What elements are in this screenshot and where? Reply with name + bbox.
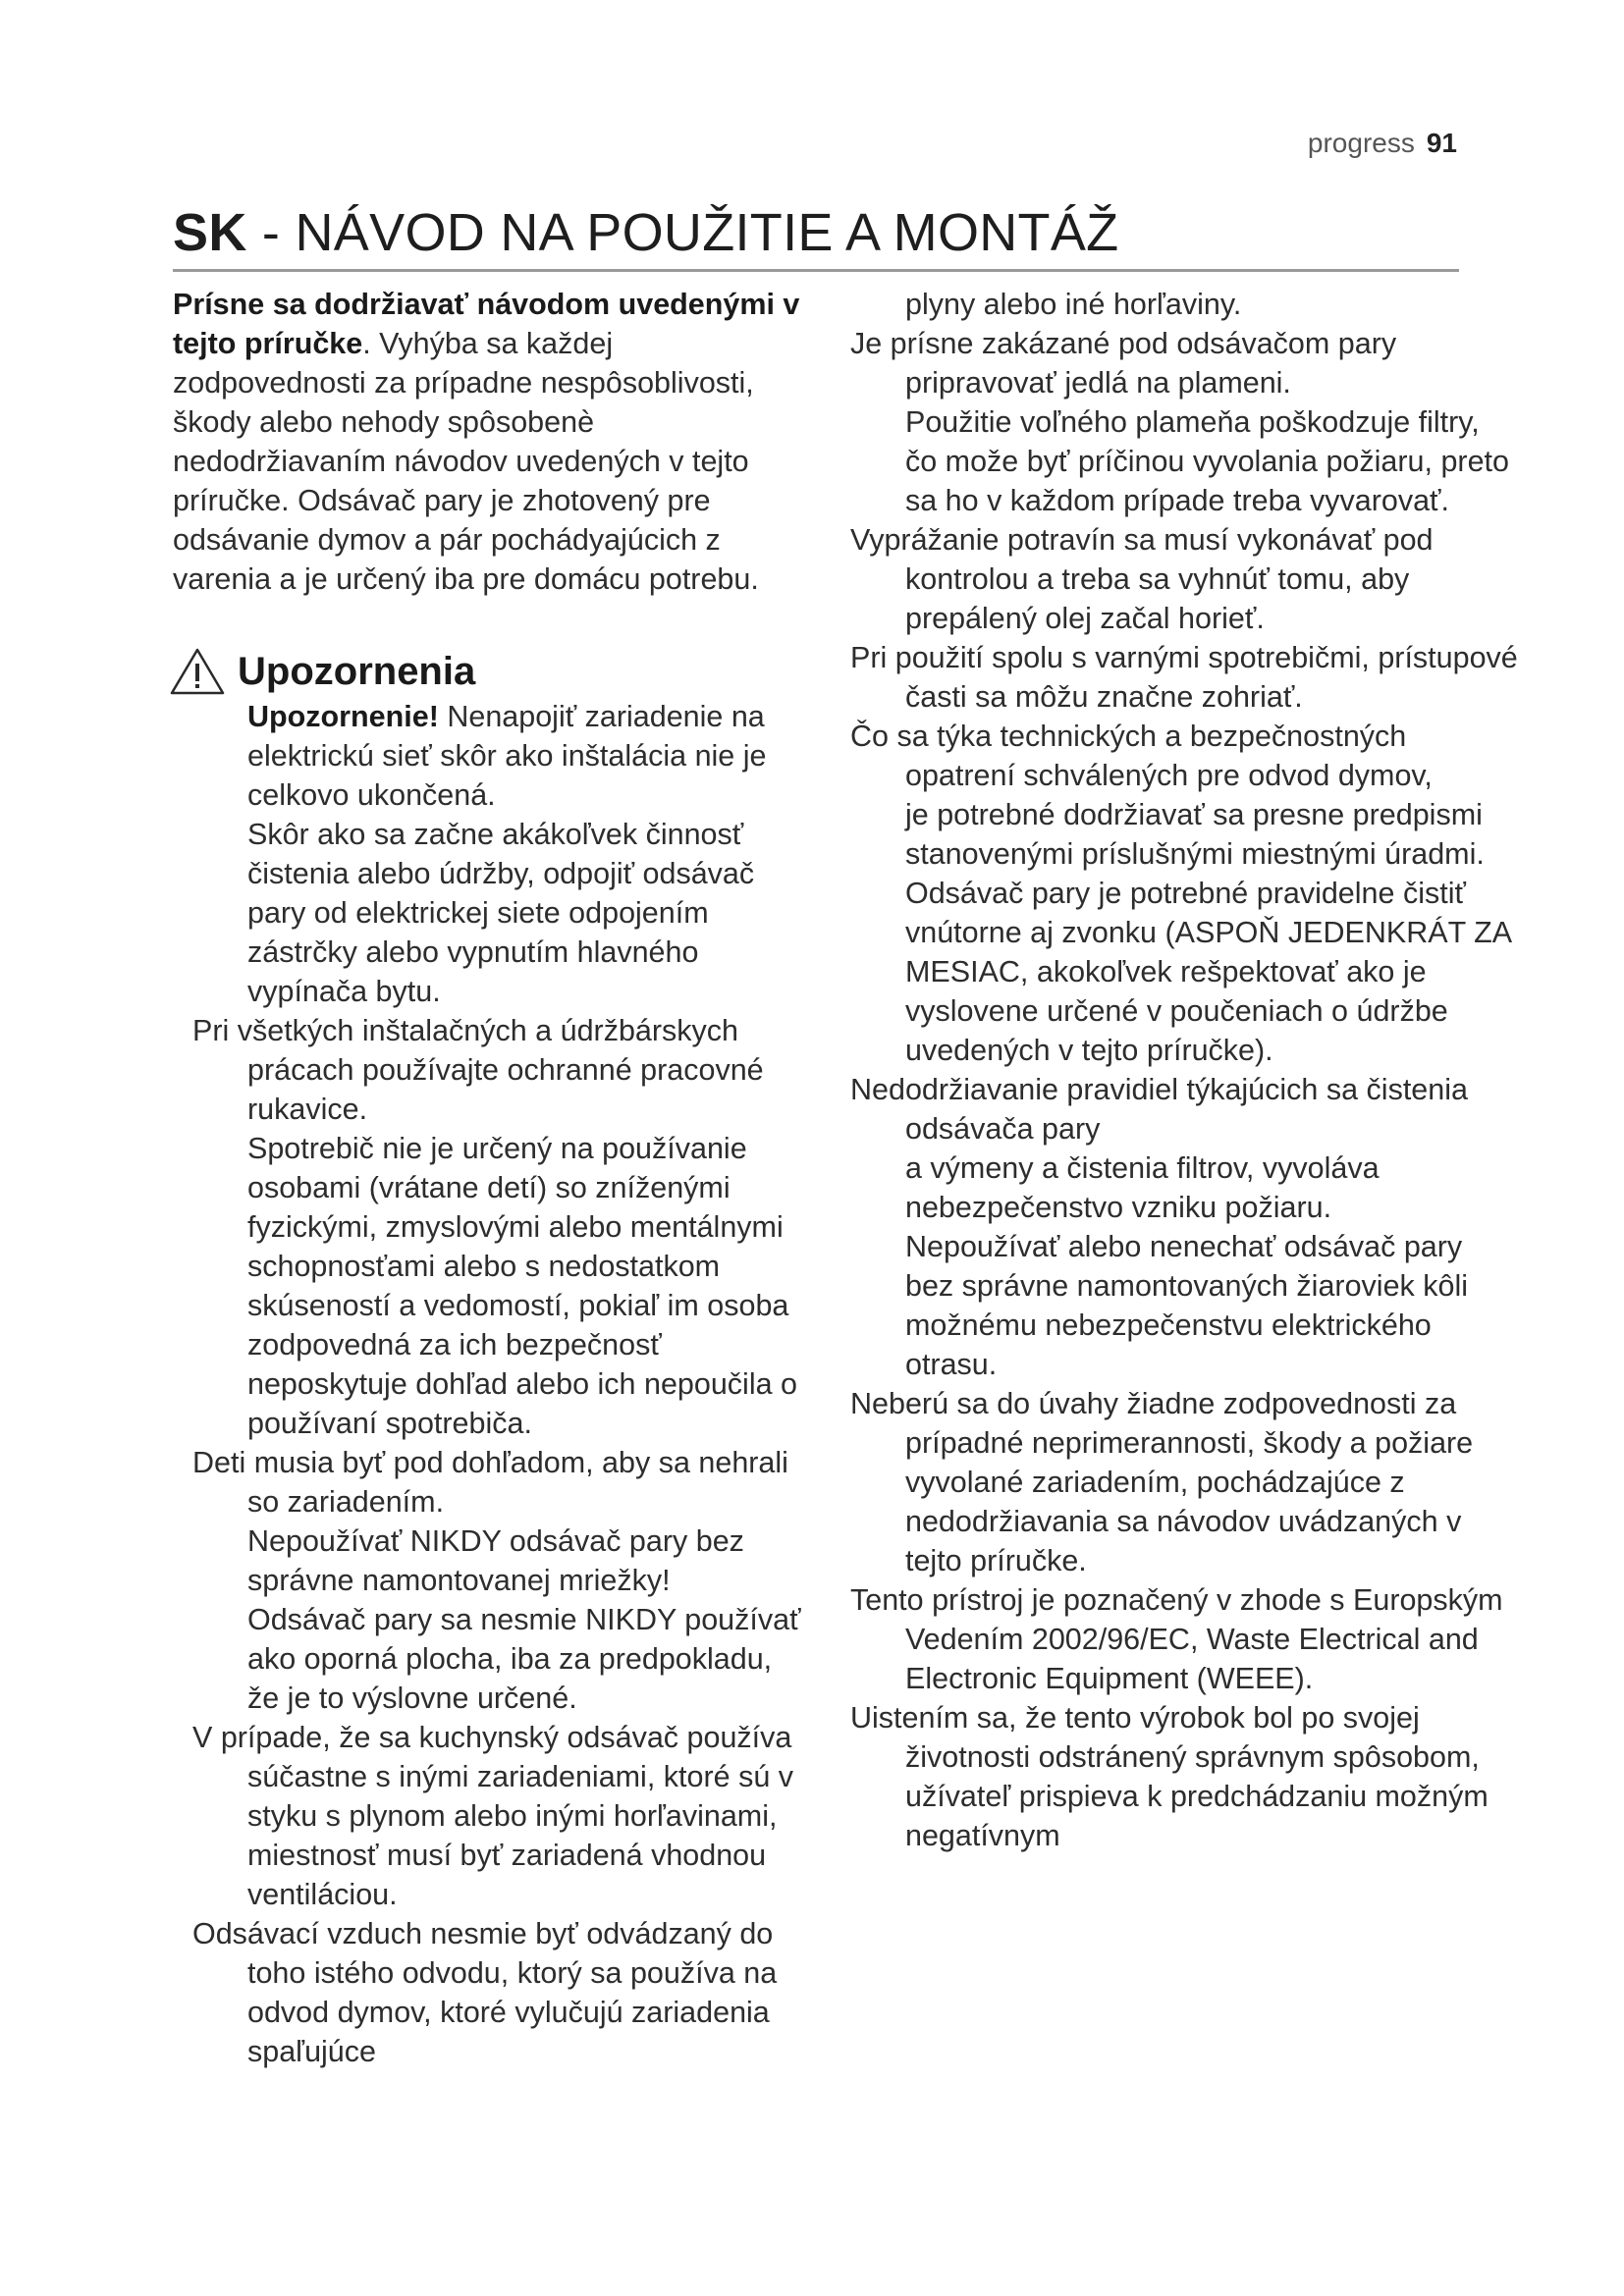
warnings-heading: Upozornenia [238,650,476,693]
warning-item: Skôr ako sa začne akákoľvek činnosť čistenia alebo údržby, odpojiť odsávač pary od elektrickej siete odpojením zástrčky alebo vypnutím hlavného vypínača bytu. [247,818,755,1008]
title-text: - NÁVOD NA POUŽITIE A MONTÁŽ [246,203,1119,262]
warning-item: Nepoužívať alebo nenechať odsávač pary bez správne namontovaných žiaroviek kôli možnému nebezpečenstvu elektrického otrasu. [905,1230,1469,1381]
warning-triangle-icon [169,647,226,696]
warning-item: je potrebné dodržiavať sa presne predpismi stanovenými príslušnými miestnými úradmi. [905,798,1485,871]
warnings-heading-row [169,646,811,697]
warning-item: Nepoužívať NIKDY odsávač pary bez správne namontovanej mriežky! [247,1524,744,1597]
warning-lead-text: Nenapojiť zariadenie na elektrickú sieť skôr ako inštalácia nie je celkovo ukončená. [247,700,767,812]
warning-item: Neberú sa do úvahy žiadne zodpovednosti za prípadné neprimerannosti, škody a požiare vyvolané zariadením, pochádzajúce z nedodržiavania sa návodov uvádzaných v tejto príručke. [850,1387,1474,1577]
warning-item: Pri všetkých inštalačných a údržbárskych prácach používajte ochranné pracovné rukavice. [192,1014,764,1126]
warning-item: Vyprážanie potravín sa musí vykonávať pod kontrolou a treba sa vyhnúť tomu, aby prepálený olej začal horieť. [850,523,1434,635]
right-column [850,285,1518,1855]
page-title [173,202,1459,272]
left-column [173,285,811,2071]
left-warning-list [173,815,811,2071]
warning-item: Odsávač pary sa nesmie NIKDY používať ako oporná plocha, iba za predpokladu, že je to výslovne určené. [247,1603,801,1715]
warning-item: plyny alebo iné horľaviny. [905,288,1242,321]
warning-item: V prípade, že sa kuchynský odsávač používa súčastne s inými zariadeniami, ktoré sú v styku s plynom alebo inými horľavinami, miestnosť musí byť zariadená vhodnou ventiláciou. [192,1721,793,1911]
intro-strong: Prísne sa dodržiavať návodom uvedenými v tejto príručke [173,288,800,360]
warning-item: Čo sa týka technických a bezpečnostných opatrení schválených pre odvod dymov, [850,720,1433,792]
warning-lead-bold: Upozornenie! [247,700,439,733]
warning-item: Spotrebič nie je určený na používanie osobami (vrátane detí) so zníženými fyzickými, zmyslovými alebo mentálnymi schopnosťami alebo s nedostatkom skúseností a vedomostí, pokiaľ im osoba zodpovedná za ich bezpečnosť neposkytuje dohľad alebo ich nepoučila o používaní spotrebiča. [247,1132,798,1440]
brand-name: progress [1307,128,1415,158]
warning-item: Deti musia byť pod dohľadom, aby sa nehrali so zariadením. [192,1446,788,1519]
page-header [1308,128,1457,159]
warning-item: a výmeny a čistenia filtrov, vyvoláva nebezpečenstvo vzniku požiaru. [905,1151,1380,1224]
warning-item: Tento prístroj je poznačený v zhode s Europským Vedením 2002/96/EC, Waste Electrical and Electronic Equipment (WEEE). [850,1583,1503,1695]
warning-lead [173,697,811,815]
intro-paragraph [173,285,811,599]
warning-item: Je prísne zakázané pod odsávačom pary pripravovať jedlá na plameni. [850,327,1397,400]
warning-item: Odsávací vzduch nesmie byť odvádzaný do toho istého odvodu, ktorý sa používa na odvod dymov, ktoré vylučujú zariadenia spaľujúce [192,1917,778,2068]
warning-item: Uistením sa, že tento výrobok bol po svojej životnosti odstránený správnym spôsobom, užívateľ prispieva k predchádzaniu možným negatívnym [850,1701,1489,1852]
warning-item: Použitie voľného plameňa poškodzuje filtry, čo može byť príčinou vyvolania požiaru, preto sa ho v každom prípade treba vyvarovať. [905,405,1509,517]
warning-item: Pri použití spolu s varnými spotrebičmi, prístupové časti sa môžu značne zohriať. [850,641,1518,714]
right-warning-list [850,285,1518,1855]
warning-item: Odsávač pary je potrebné pravidelne čistiť vnútorne aj zvonku (ASPOŇ JEDENKRÁT ZA MESIAC, akokoľvek rešpektovať ako je vyslovene určené v poučeniach o údržbe uvedených v tejto príručke). [905,877,1511,1067]
language-code: SK [173,203,247,262]
intro-text: . Vyhýba sa každej zodpovednosti za prípadne nespôsoblivosti, škody alebo nehody spôsobenè nedodržiavaním návodov uvedených v tejto príručke. Odsávač pary je zhotovený pre odsávanie dymov a pár pochádyajúcich z varenia a je určený iba pre domácu potrebu. [173,327,759,596]
warning-item: Nedodržiavanie pravidiel týkajúcich sa čistenia odsávača pary [850,1073,1468,1146]
page-number: 91 [1426,128,1457,158]
